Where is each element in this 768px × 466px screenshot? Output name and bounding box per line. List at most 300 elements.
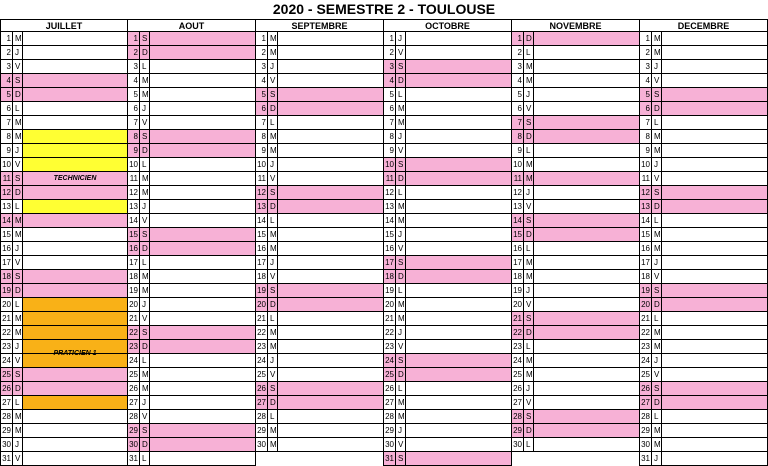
day-note-cell[interactable] xyxy=(406,452,511,465)
day-note-cell[interactable] xyxy=(406,32,511,45)
day-row[interactable] xyxy=(640,200,767,214)
day-note-cell[interactable] xyxy=(23,298,127,311)
day-note-cell[interactable] xyxy=(278,438,383,451)
day-row[interactable] xyxy=(1,102,127,116)
day-row[interactable] xyxy=(256,256,383,270)
day-note-cell[interactable] xyxy=(662,242,767,255)
day-note-cell[interactable] xyxy=(406,200,511,213)
day-note-cell[interactable] xyxy=(534,200,639,213)
day-row[interactable] xyxy=(1,60,127,74)
day-row[interactable] xyxy=(384,60,511,74)
day-note-cell[interactable] xyxy=(278,382,383,395)
day-row[interactable] xyxy=(128,312,255,326)
day-note-cell[interactable] xyxy=(278,32,383,45)
day-note-cell[interactable] xyxy=(23,228,127,241)
day-row[interactable] xyxy=(256,214,383,228)
day-row[interactable] xyxy=(128,60,255,74)
day-row[interactable] xyxy=(1,214,127,228)
day-note-cell[interactable] xyxy=(278,46,383,59)
day-row[interactable] xyxy=(128,228,255,242)
day-note-cell[interactable] xyxy=(534,102,639,115)
day-note-cell[interactable] xyxy=(278,144,383,157)
day-row[interactable] xyxy=(128,256,255,270)
day-note-cell[interactable] xyxy=(406,270,511,283)
day-note-cell[interactable] xyxy=(662,452,767,465)
day-note-cell[interactable] xyxy=(534,242,639,255)
day-row[interactable] xyxy=(1,452,127,466)
day-note-cell[interactable] xyxy=(662,312,767,325)
day-note-cell[interactable] xyxy=(150,284,255,297)
day-row[interactable] xyxy=(512,144,639,158)
day-row[interactable] xyxy=(128,270,255,284)
day-note-cell[interactable] xyxy=(662,46,767,59)
day-row[interactable] xyxy=(256,410,383,424)
day-note-cell[interactable] xyxy=(150,242,255,255)
day-row[interactable] xyxy=(640,228,767,242)
day-row[interactable] xyxy=(128,130,255,144)
day-row[interactable] xyxy=(640,340,767,354)
day-note-cell[interactable] xyxy=(23,284,127,297)
day-row[interactable] xyxy=(128,116,255,130)
day-row[interactable] xyxy=(640,410,767,424)
day-note-cell[interactable] xyxy=(150,256,255,269)
day-row[interactable] xyxy=(384,144,511,158)
day-row[interactable] xyxy=(128,410,255,424)
day-note-cell[interactable] xyxy=(406,116,511,129)
day-note-cell[interactable] xyxy=(534,214,639,227)
day-note-cell[interactable] xyxy=(150,46,255,59)
day-note-cell[interactable] xyxy=(278,116,383,129)
day-row[interactable] xyxy=(640,46,767,60)
day-row[interactable] xyxy=(384,410,511,424)
day-row[interactable] xyxy=(384,326,511,340)
day-row[interactable] xyxy=(384,298,511,312)
day-row[interactable] xyxy=(512,200,639,214)
day-note-cell[interactable] xyxy=(23,396,127,409)
day-note-cell[interactable] xyxy=(278,228,383,241)
day-row[interactable] xyxy=(384,256,511,270)
day-note-cell[interactable] xyxy=(534,130,639,143)
day-row[interactable] xyxy=(1,312,127,326)
day-row[interactable] xyxy=(256,88,383,102)
day-note-cell[interactable] xyxy=(406,284,511,297)
day-note-cell[interactable] xyxy=(150,172,255,185)
day-note-cell[interactable] xyxy=(23,438,127,451)
day-note-cell[interactable] xyxy=(150,410,255,423)
day-note-cell[interactable] xyxy=(23,116,127,129)
day-row[interactable] xyxy=(1,88,127,102)
day-note-cell[interactable] xyxy=(150,326,255,339)
day-note-cell[interactable] xyxy=(23,88,127,101)
day-row[interactable] xyxy=(384,186,511,200)
day-row[interactable] xyxy=(384,424,511,438)
day-row[interactable] xyxy=(640,382,767,396)
day-row[interactable] xyxy=(512,172,639,186)
day-row[interactable] xyxy=(256,368,383,382)
day-note-cell[interactable] xyxy=(406,368,511,381)
day-row[interactable] xyxy=(1,270,127,284)
day-row[interactable] xyxy=(512,298,639,312)
day-note-cell[interactable] xyxy=(150,88,255,101)
day-note-cell[interactable] xyxy=(662,32,767,45)
day-row[interactable] xyxy=(128,354,255,368)
day-row[interactable] xyxy=(384,32,511,46)
day-row[interactable] xyxy=(128,242,255,256)
day-row[interactable] xyxy=(256,438,383,452)
day-row[interactable] xyxy=(128,340,255,354)
day-row[interactable] xyxy=(256,74,383,88)
day-row[interactable] xyxy=(384,242,511,256)
day-row[interactable] xyxy=(256,32,383,46)
day-note-cell[interactable] xyxy=(278,60,383,73)
day-note-cell[interactable] xyxy=(534,116,639,129)
day-row[interactable] xyxy=(256,172,383,186)
day-note-cell[interactable] xyxy=(662,354,767,367)
day-row[interactable] xyxy=(640,256,767,270)
day-row[interactable] xyxy=(640,214,767,228)
day-note-cell[interactable] xyxy=(23,312,127,325)
day-row[interactable] xyxy=(256,284,383,298)
day-note-cell[interactable] xyxy=(406,396,511,409)
day-note-cell[interactable] xyxy=(150,186,255,199)
day-row[interactable] xyxy=(1,326,127,340)
day-note-cell[interactable] xyxy=(662,116,767,129)
day-note-cell[interactable] xyxy=(278,200,383,213)
day-row[interactable] xyxy=(1,298,127,312)
day-row[interactable] xyxy=(1,32,127,46)
day-row[interactable] xyxy=(512,256,639,270)
day-note-cell[interactable] xyxy=(278,368,383,381)
day-row[interactable] xyxy=(640,60,767,74)
day-note-cell[interactable] xyxy=(23,130,127,143)
day-row[interactable] xyxy=(512,102,639,116)
day-note-cell[interactable] xyxy=(534,46,639,59)
day-note-cell[interactable] xyxy=(23,382,127,395)
day-row[interactable] xyxy=(256,270,383,284)
day-row[interactable] xyxy=(128,200,255,214)
day-note-cell[interactable] xyxy=(662,172,767,185)
day-note-cell[interactable] xyxy=(406,158,511,171)
day-note-cell[interactable] xyxy=(406,144,511,157)
day-note-cell[interactable] xyxy=(406,172,511,185)
day-row[interactable] xyxy=(1,228,127,242)
day-note-cell[interactable] xyxy=(23,102,127,115)
day-row[interactable] xyxy=(640,354,767,368)
day-row[interactable] xyxy=(640,74,767,88)
day-row[interactable] xyxy=(256,298,383,312)
day-note-cell[interactable] xyxy=(406,88,511,101)
day-row[interactable] xyxy=(512,368,639,382)
day-note-cell[interactable] xyxy=(150,144,255,157)
day-row[interactable] xyxy=(256,340,383,354)
day-row[interactable] xyxy=(384,438,511,452)
day-row[interactable] xyxy=(512,424,639,438)
day-note-cell[interactable] xyxy=(662,396,767,409)
day-row[interactable] xyxy=(640,284,767,298)
day-row[interactable] xyxy=(512,326,639,340)
day-note-cell[interactable] xyxy=(534,74,639,87)
day-note-cell[interactable] xyxy=(150,32,255,45)
day-row[interactable] xyxy=(512,46,639,60)
day-row[interactable] xyxy=(640,144,767,158)
day-row[interactable] xyxy=(1,242,127,256)
day-note-cell[interactable] xyxy=(150,382,255,395)
day-row[interactable] xyxy=(512,214,639,228)
day-row[interactable] xyxy=(128,172,255,186)
day-row[interactable] xyxy=(384,354,511,368)
day-note-cell[interactable] xyxy=(406,74,511,87)
day-row[interactable] xyxy=(384,284,511,298)
day-row[interactable] xyxy=(640,130,767,144)
day-note-cell[interactable] xyxy=(534,326,639,339)
day-note-cell[interactable] xyxy=(278,410,383,423)
day-row[interactable] xyxy=(1,410,127,424)
day-note-cell[interactable] xyxy=(150,354,255,367)
day-row[interactable] xyxy=(384,228,511,242)
day-note-cell[interactable] xyxy=(23,270,127,283)
day-note-cell[interactable] xyxy=(150,368,255,381)
day-note-cell[interactable] xyxy=(534,424,639,437)
day-note-cell[interactable] xyxy=(406,410,511,423)
day-note-cell[interactable] xyxy=(662,284,767,297)
day-row[interactable] xyxy=(256,228,383,242)
day-note-cell[interactable] xyxy=(662,214,767,227)
day-note-cell[interactable] xyxy=(406,256,511,269)
day-row[interactable] xyxy=(1,158,127,172)
day-row[interactable] xyxy=(128,214,255,228)
day-note-cell[interactable] xyxy=(23,326,127,339)
day-note-cell[interactable] xyxy=(662,186,767,199)
day-note-cell[interactable] xyxy=(406,298,511,311)
day-note-cell[interactable] xyxy=(406,242,511,255)
day-note-cell[interactable] xyxy=(406,102,511,115)
day-note-cell[interactable] xyxy=(23,32,127,45)
day-note-cell[interactable] xyxy=(534,228,639,241)
day-row[interactable] xyxy=(1,284,127,298)
day-row[interactable] xyxy=(512,396,639,410)
day-note-cell[interactable] xyxy=(150,424,255,437)
day-note-cell[interactable] xyxy=(662,256,767,269)
day-note-cell[interactable] xyxy=(150,452,255,465)
day-row[interactable] xyxy=(640,116,767,130)
day-note-cell[interactable] xyxy=(150,298,255,311)
day-note-cell[interactable] xyxy=(278,256,383,269)
day-row[interactable] xyxy=(384,452,511,466)
day-row[interactable] xyxy=(384,312,511,326)
day-row[interactable] xyxy=(1,200,127,214)
day-row[interactable] xyxy=(256,130,383,144)
day-row[interactable] xyxy=(256,186,383,200)
day-note-cell[interactable] xyxy=(278,186,383,199)
day-note-cell[interactable] xyxy=(23,368,127,381)
day-note-cell[interactable] xyxy=(278,424,383,437)
day-row[interactable] xyxy=(640,312,767,326)
day-note-cell[interactable] xyxy=(534,354,639,367)
day-row[interactable] xyxy=(384,396,511,410)
day-note-cell[interactable] xyxy=(534,158,639,171)
day-row[interactable] xyxy=(640,396,767,410)
day-row[interactable] xyxy=(256,144,383,158)
day-note-cell[interactable] xyxy=(662,88,767,101)
day-row[interactable] xyxy=(384,158,511,172)
day-note-cell[interactable] xyxy=(662,60,767,73)
day-row[interactable] xyxy=(1,438,127,452)
day-note-cell[interactable] xyxy=(662,130,767,143)
day-note-cell[interactable] xyxy=(534,368,639,381)
day-note-cell[interactable] xyxy=(23,200,127,213)
day-note-cell[interactable] xyxy=(23,60,127,73)
day-note-cell[interactable] xyxy=(150,74,255,87)
day-row[interactable] xyxy=(128,298,255,312)
day-note-cell[interactable] xyxy=(278,242,383,255)
day-note-cell[interactable] xyxy=(406,340,511,353)
day-note-cell[interactable] xyxy=(534,410,639,423)
day-row[interactable] xyxy=(1,130,127,144)
day-row[interactable] xyxy=(512,228,639,242)
day-row[interactable] xyxy=(128,32,255,46)
day-note-cell[interactable] xyxy=(23,242,127,255)
day-note-cell[interactable] xyxy=(406,312,511,325)
day-row[interactable] xyxy=(384,270,511,284)
day-row[interactable] xyxy=(384,368,511,382)
day-note-cell[interactable] xyxy=(406,326,511,339)
day-row[interactable] xyxy=(512,270,639,284)
day-row[interactable] xyxy=(128,102,255,116)
day-note-cell[interactable] xyxy=(662,438,767,451)
day-row[interactable] xyxy=(640,452,767,466)
day-row[interactable] xyxy=(1,144,127,158)
day-row[interactable] xyxy=(384,74,511,88)
day-note-cell[interactable] xyxy=(150,228,255,241)
day-row[interactable] xyxy=(640,172,767,186)
day-note-cell[interactable] xyxy=(662,270,767,283)
day-row[interactable] xyxy=(256,424,383,438)
day-row[interactable] xyxy=(512,186,639,200)
day-row[interactable] xyxy=(640,242,767,256)
day-row[interactable] xyxy=(128,186,255,200)
day-note-cell[interactable] xyxy=(406,354,511,367)
day-note-cell[interactable] xyxy=(406,130,511,143)
day-note-cell[interactable] xyxy=(534,256,639,269)
day-row[interactable] xyxy=(256,242,383,256)
day-row[interactable] xyxy=(640,88,767,102)
day-row[interactable] xyxy=(512,88,639,102)
day-note-cell[interactable] xyxy=(23,452,127,465)
day-note-cell[interactable] xyxy=(278,354,383,367)
day-note-cell[interactable] xyxy=(278,326,383,339)
day-note-cell[interactable] xyxy=(278,214,383,227)
day-note-cell[interactable] xyxy=(278,284,383,297)
day-note-cell[interactable] xyxy=(278,298,383,311)
day-note-cell[interactable] xyxy=(406,46,511,59)
day-note-cell[interactable] xyxy=(662,298,767,311)
day-note-cell[interactable] xyxy=(534,186,639,199)
day-row[interactable] xyxy=(384,200,511,214)
day-row[interactable] xyxy=(512,116,639,130)
day-row[interactable] xyxy=(256,46,383,60)
day-row[interactable] xyxy=(640,32,767,46)
day-note-cell[interactable] xyxy=(23,74,127,87)
day-note-cell[interactable] xyxy=(150,60,255,73)
day-note-cell[interactable] xyxy=(534,270,639,283)
day-note-cell[interactable] xyxy=(278,312,383,325)
day-row[interactable] xyxy=(128,452,255,466)
day-note-cell[interactable] xyxy=(278,340,383,353)
day-note-cell[interactable] xyxy=(406,214,511,227)
day-note-cell[interactable] xyxy=(278,158,383,171)
day-note-cell[interactable] xyxy=(23,46,127,59)
day-row[interactable] xyxy=(128,438,255,452)
day-row[interactable] xyxy=(640,326,767,340)
day-row[interactable] xyxy=(256,382,383,396)
day-row[interactable] xyxy=(512,284,639,298)
day-note-cell[interactable] xyxy=(662,340,767,353)
day-note-cell[interactable] xyxy=(23,424,127,437)
day-row[interactable] xyxy=(640,158,767,172)
day-note-cell[interactable] xyxy=(534,340,639,353)
day-row[interactable] xyxy=(1,424,127,438)
day-row[interactable] xyxy=(256,312,383,326)
day-row[interactable] xyxy=(640,186,767,200)
day-row[interactable] xyxy=(128,382,255,396)
day-note-cell[interactable] xyxy=(662,368,767,381)
day-row[interactable] xyxy=(384,102,511,116)
day-note-cell[interactable] xyxy=(23,214,127,227)
day-note-cell[interactable] xyxy=(406,438,511,451)
day-row[interactable] xyxy=(384,172,511,186)
day-note-cell[interactable] xyxy=(23,158,127,171)
day-note-cell[interactable] xyxy=(662,144,767,157)
day-note-cell[interactable] xyxy=(278,102,383,115)
day-row[interactable] xyxy=(1,116,127,130)
day-row[interactable] xyxy=(512,60,639,74)
day-note-cell[interactable] xyxy=(278,74,383,87)
day-note-cell[interactable] xyxy=(662,424,767,437)
day-row[interactable] xyxy=(256,116,383,130)
day-row[interactable] xyxy=(640,438,767,452)
day-row[interactable] xyxy=(512,130,639,144)
day-row[interactable] xyxy=(512,340,639,354)
day-row[interactable] xyxy=(128,284,255,298)
day-note-cell[interactable] xyxy=(150,312,255,325)
day-note-cell[interactable] xyxy=(534,298,639,311)
day-row[interactable] xyxy=(128,144,255,158)
day-note-cell[interactable] xyxy=(534,312,639,325)
day-row[interactable] xyxy=(128,88,255,102)
day-row[interactable] xyxy=(1,368,127,382)
day-note-cell[interactable] xyxy=(150,200,255,213)
day-note-cell[interactable] xyxy=(662,326,767,339)
day-row[interactable] xyxy=(512,312,639,326)
day-row[interactable] xyxy=(128,396,255,410)
day-note-cell[interactable] xyxy=(406,186,511,199)
day-note-cell[interactable] xyxy=(406,382,511,395)
day-row[interactable] xyxy=(640,270,767,284)
day-row[interactable] xyxy=(640,368,767,382)
day-row[interactable] xyxy=(512,410,639,424)
day-note-cell[interactable] xyxy=(534,60,639,73)
day-note-cell[interactable] xyxy=(150,130,255,143)
day-note-cell[interactable] xyxy=(662,102,767,115)
day-note-cell[interactable] xyxy=(662,382,767,395)
day-note-cell[interactable] xyxy=(23,256,127,269)
day-note-cell[interactable] xyxy=(23,144,127,157)
day-row[interactable] xyxy=(128,46,255,60)
day-note-cell[interactable] xyxy=(406,424,511,437)
day-row[interactable] xyxy=(640,424,767,438)
day-note-cell[interactable] xyxy=(534,32,639,45)
day-row[interactable] xyxy=(512,382,639,396)
